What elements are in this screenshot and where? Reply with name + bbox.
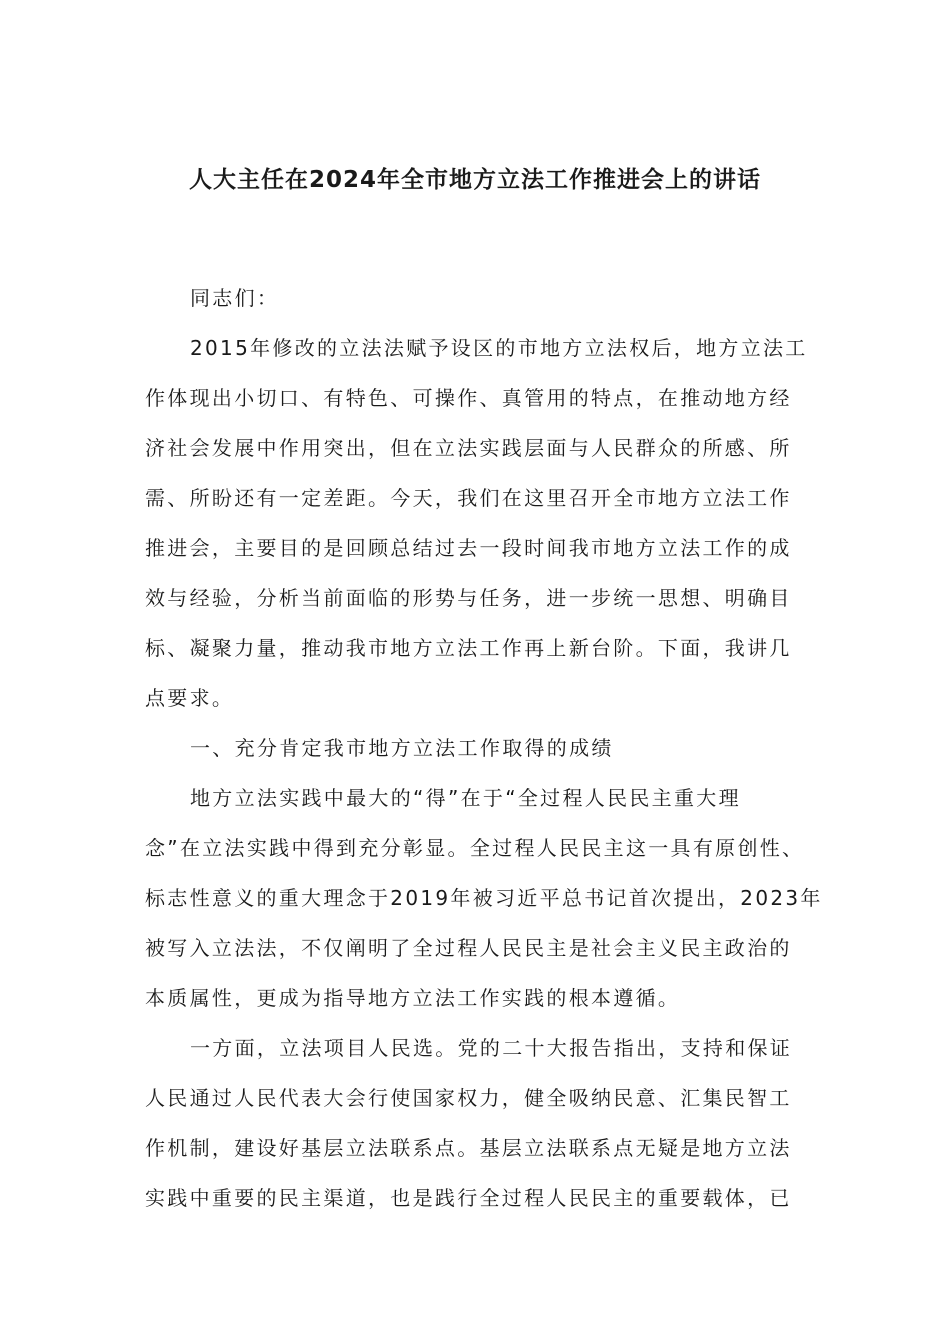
paragraph-line: 地方立法实践中最大的“得”在于“全过程人民民主重大理 [190, 786, 741, 810]
paragraph-line: 被写入立法法，不仅阐明了全过程人民民主是社会主义民主政治的 [145, 936, 792, 960]
paragraph-line: 点要求。 [145, 686, 235, 710]
paragraph-line: 推进会，主要目的是回顾总结过去一段时间我市地方立法工作的成 [145, 536, 792, 560]
salutation: 同志们： [190, 286, 280, 310]
paragraph-line: 实践中重要的民主渠道，也是践行全过程人民民主的重要载体，已 [145, 1186, 792, 1210]
paragraph-line: 2015年修改的立法法赋予设区的市地方立法权后，地方立法工 [190, 336, 808, 360]
paragraph-line: 作体现出小切口、有特色、可操作、真管用的特点，在推动地方经 [145, 386, 792, 410]
paragraph-line: 人民通过人民代表大会行使国家权力，健全吸纳民意、汇集民智工 [145, 1086, 792, 1110]
paragraph-line: 标志性意义的重大理念于2019年被习近平总书记首次提出，2023年 [145, 886, 823, 910]
paragraph-line: 标、凝聚力量，推动我市地方立法工作再上新台阶。下面，我讲几 [145, 636, 792, 660]
paragraph-line: 济社会发展中作用突出，但在立法实践层面与人民群众的所感、所 [145, 436, 792, 460]
section-heading: 一、充分肯定我市地方立法工作取得的成绩 [190, 736, 614, 760]
paragraph-line: 需、所盼还有一定差距。今天，我们在这里召开全市地方立法工作 [145, 486, 792, 510]
paragraph-line: 作机制，建设好基层立法联系点。基层立法联系点无疑是地方立法 [145, 1136, 792, 1160]
paragraph-line: 一方面，立法项目人民选。党的二十大报告指出，支持和保证 [190, 1036, 793, 1060]
document-title: 人大主任在2024年全市地方立法工作推进会上的讲话 [188, 167, 761, 193]
paragraph-line: 念”在立法实践中得到充分彰显。全过程人民民主这一具有原创性、 [145, 836, 805, 860]
paragraph-line: 效与经验，分析当前面临的形势与任务，进一步统一思想、明确目 [145, 586, 792, 610]
paragraph-line: 本质属性，更成为指导地方立法工作实践的根本遵循。 [145, 986, 681, 1010]
